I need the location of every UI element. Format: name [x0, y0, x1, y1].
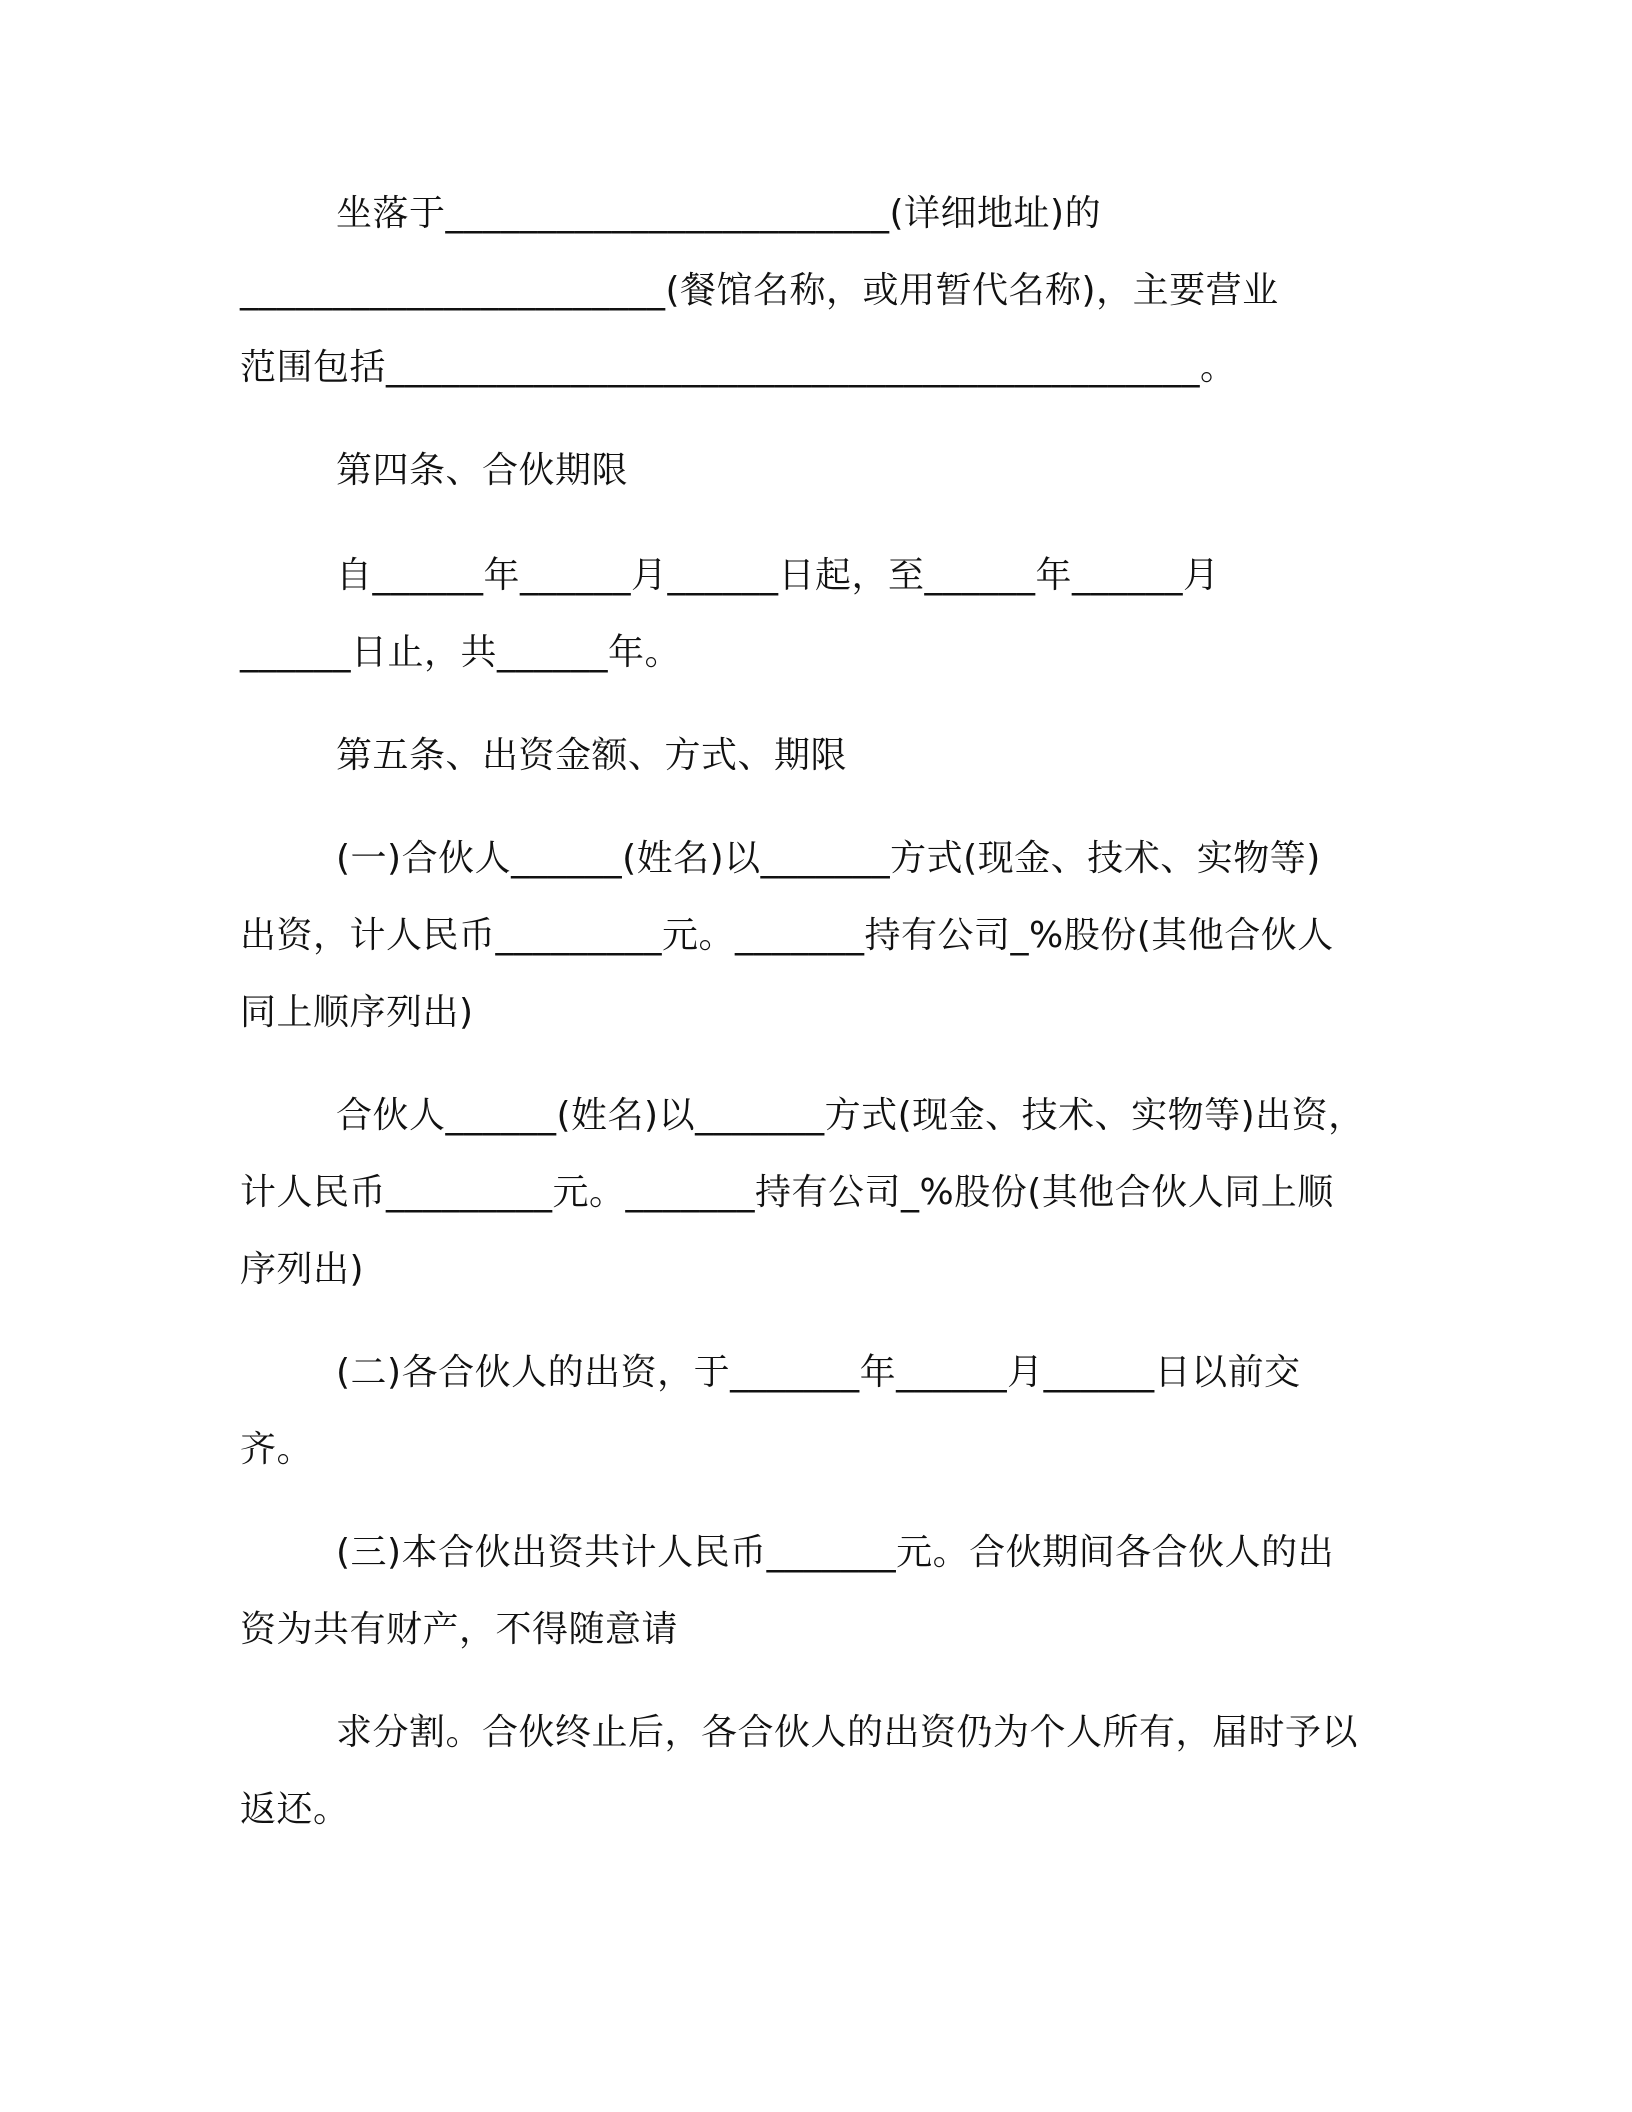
clause-2-line-1: (二)各合伙人的出资，于_______年______月______日以前交	[336, 1352, 1301, 1393]
partner-line-2: 计人民币_________元。_______持有公司_%股份(其他合伙人同上顺	[240, 1172, 1334, 1213]
business-scope-line: 范围包括____________________________________________。	[240, 347, 1237, 388]
term-line-1: 自______年______月______日起，至______年______月	[336, 555, 1220, 596]
clause-2-line-2: 齐。	[240, 1429, 314, 1470]
partner-line-3: 序列出)	[240, 1249, 365, 1290]
return-line-1: 求分割。合伙终止后，各合伙人的出资仍为个人所有，届时予以	[336, 1712, 1359, 1753]
article-5-heading: 第五条、出资金额、方式、期限	[336, 735, 848, 776]
return-line-2: 返还。	[240, 1789, 350, 1830]
clause-1-line-3: 同上顺序列出)	[240, 992, 474, 1033]
clause-1-line-1: (一)合伙人______(姓名)以_______方式(现金、技术、实物等)	[336, 838, 1321, 879]
clause-3-line-1: (三)本合伙出资共计人民币_______元。合伙期间各合伙人的出	[336, 1532, 1335, 1573]
partner-line-1: 合伙人______(姓名)以_______方式(现金、技术、实物等)出资，	[336, 1095, 1365, 1136]
clause-3-line-2: 资为共有财产，不得随意请	[240, 1609, 679, 1650]
restaurant-name-line: _______________________(餐馆名称，或用暂代名称)，主要营业	[240, 270, 1279, 311]
term-line-2: ______日止，共______年。	[240, 632, 682, 673]
clause-1-line-2: 出资，计人民币_________元。_______持有公司_%股份(其他合伙人	[240, 915, 1334, 956]
article-4-heading: 第四条、合伙期限	[336, 450, 629, 491]
address-line: 坐落于________________________(详细地址)的	[336, 193, 1102, 234]
